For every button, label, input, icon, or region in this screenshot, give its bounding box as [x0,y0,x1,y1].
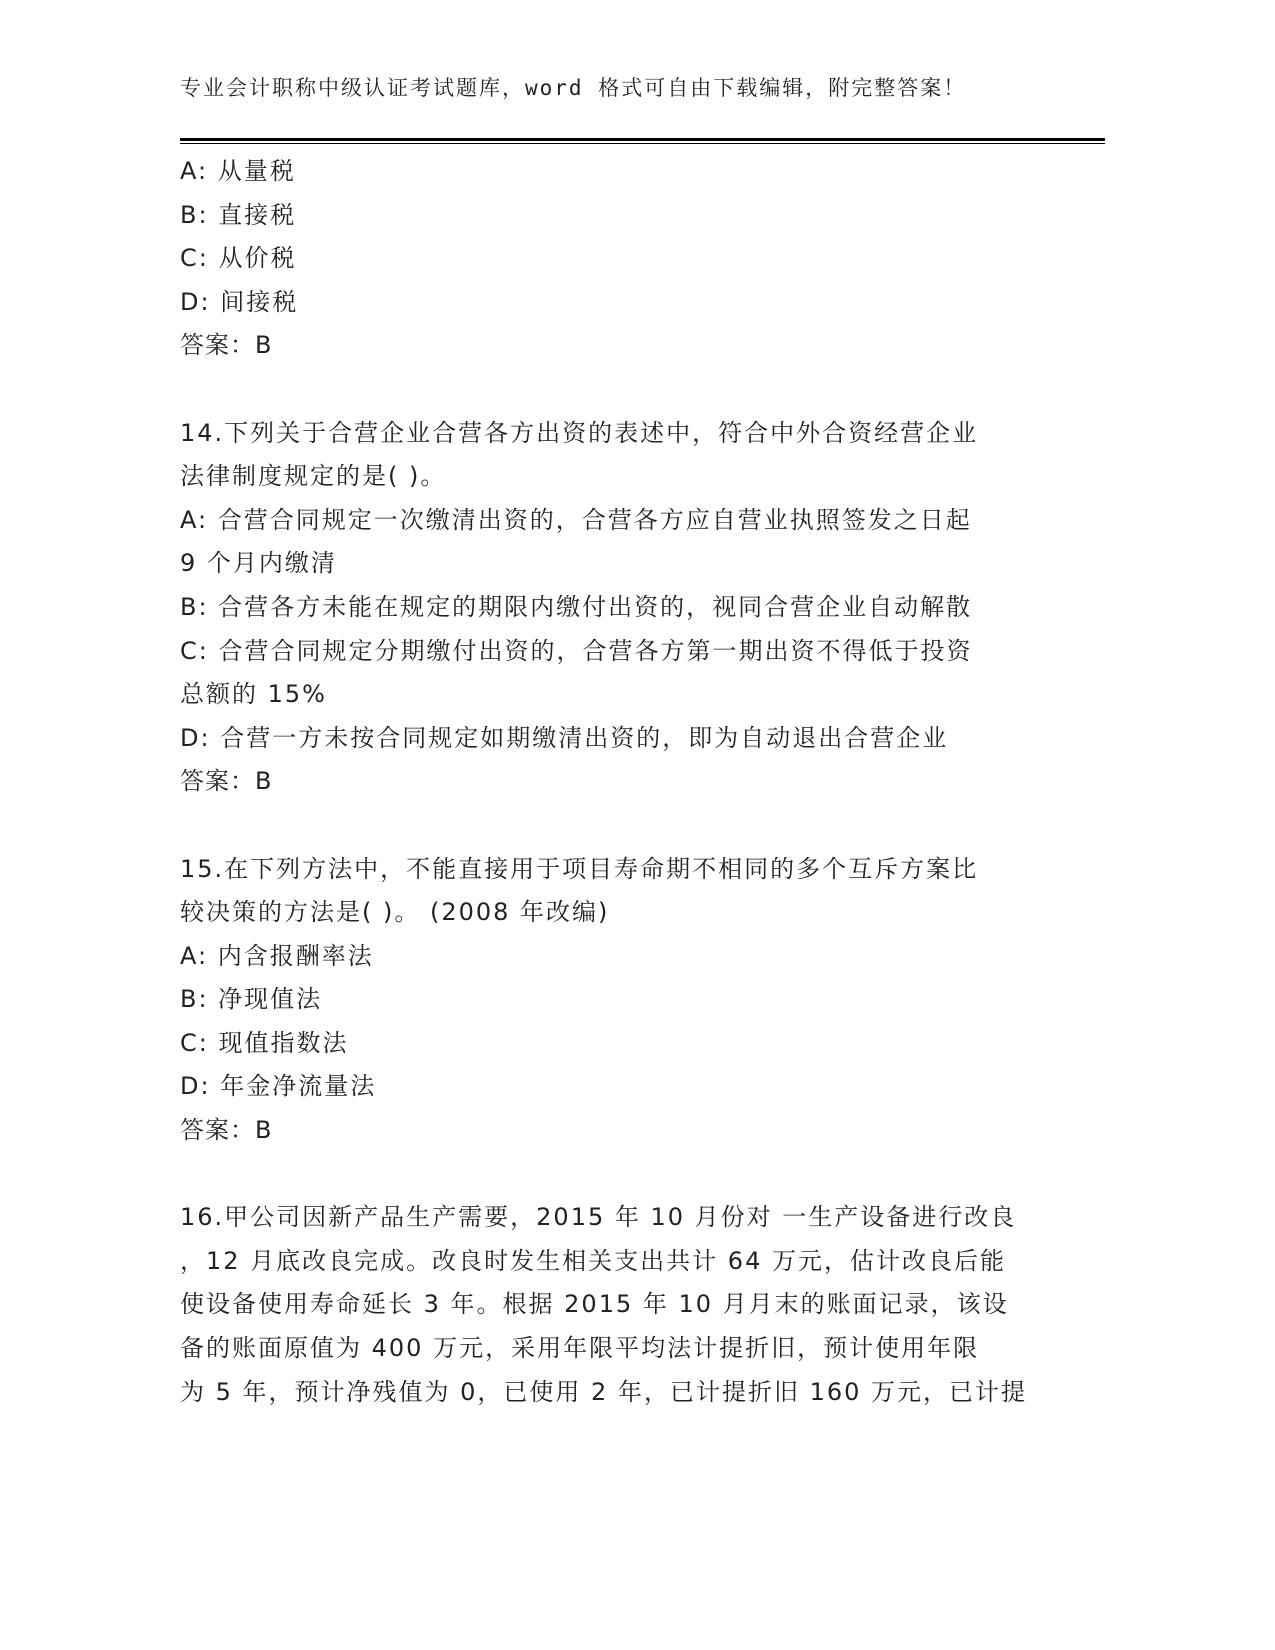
question-stem-line: 为 5 年，预计净残值为 0，已使用 2 年，已计提折旧 160 万元，已计提 [180,1377,1028,1406]
answer-line: 答案：B [180,331,273,360]
option-c-continued: 总额的 15% [180,680,327,709]
option-a: A: 从量税 [180,157,296,185]
option-d: D: 间接税 [180,287,299,316]
option-a: A: 内含报酬率法 [180,941,374,970]
option-a: A: 合营合同规定一次缴清出资的，合营各方应自营业执照签发之日起 [180,505,972,534]
question-15 [180,848,1040,1153]
question-stem-line: 较决策的方法是( )。 (2008 年改编) [180,898,610,927]
document-header: 专业会计职称中级认证考试题库，word 格式可自由下载编辑，附完整答案！ [180,76,967,100]
question-13 [180,150,1040,368]
option-b: B: 净现值法 [180,985,323,1014]
option-c: C: 从价税 [180,244,297,273]
question-stem-line: 备的账面原值为 400 万元，采用年限平均法计提折旧，预计使用年限 [180,1334,980,1363]
option-d: D: 年金净流量法 [180,1072,377,1101]
question-14 [180,412,1040,804]
option-c: C: 现值指数法 [180,1028,349,1057]
question-stem-line: 法律制度规定的是( )。 [180,462,447,491]
spacer [180,1153,1040,1197]
header-rule-thin [180,143,1105,144]
spacer [180,368,1040,412]
question-stem-line: 14.下列关于合营企业合营各方出资的表述中，符合中外合资经营企业 [180,418,979,447]
question-stem-line: 15.在下列方法中，不能直接用于项目寿命期不相同的多个互斥方案比 [180,854,979,883]
spacer [180,804,1040,848]
question-stem-line: 16.甲公司因新产品生产需要，2015 年 10 月份对 一生产设备进行改良 [180,1203,1017,1232]
question-16 [180,1196,1040,1414]
question-stem-line: ，12 月底改良完成。改良时发生相关支出共计 64 万元，估计改良后能 [180,1246,1006,1275]
question-stem-line: 使设备使用寿命延长 3 年。根据 2015 年 10 月月末的账面记录，该设 [180,1290,1009,1319]
option-a-continued: 9 个月内缴清 [180,549,337,578]
header-rule-thick [180,138,1105,141]
option-b: B: 合营各方未能在规定的期限内缴付出资的，视同合营企业自动解散 [180,592,973,621]
document-body [180,150,1040,1414]
option-b: B: 直接税 [180,200,297,229]
answer-line: 答案：B [180,767,273,796]
answer-line: 答案：B [180,1116,273,1145]
option-d: D: 合营一方未按合同规定如期缴清出资的，即为自动退出合营企业 [180,723,949,752]
option-c: C: 合营合同规定分期缴付出资的，合营各方第一期出资不得低于投资 [180,636,973,665]
